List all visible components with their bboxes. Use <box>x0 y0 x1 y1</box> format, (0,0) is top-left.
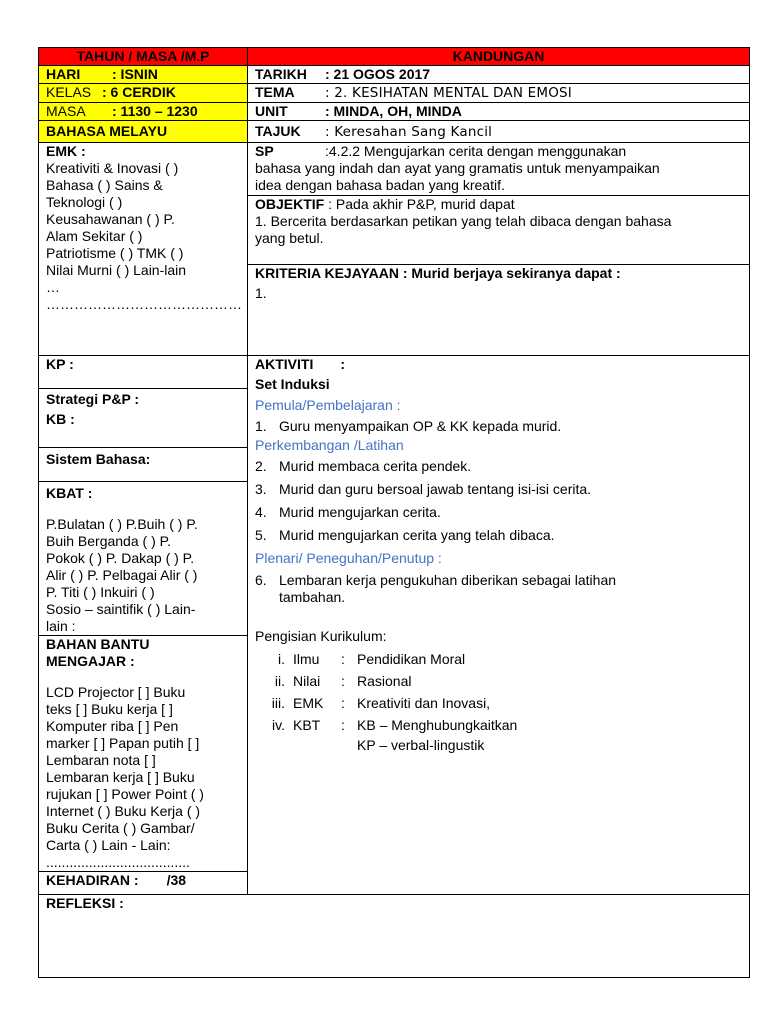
objektif-line: yang betul. <box>255 230 324 246</box>
bahan-title: BAHAN BANTU <box>46 636 150 652</box>
kb-label: KB : <box>46 411 75 427</box>
bahan-line: marker [ ] Papan putih [ ] <box>46 735 200 751</box>
hari-cell <box>39 66 248 84</box>
sp-cell <box>248 143 750 196</box>
kurikulum-value: Rasional <box>357 673 412 689</box>
kbat-line: Pokok ( ) P. Dakap ( ) P. <box>46 550 195 566</box>
aktiviti-cell: AKTIVITI : Set Induksi Pemula/Pembelajaran : 1. Guru menyampaikan OP & KK kepada murid. Perkembangan /Latihan 2. Murid membaca cerita pendek. 3. Murid dan guru bersoal jawab tentang isi-isi cerita. 4. Murid mengujarkan cerita. 5. Murid mengujarkan cerita yang telah dibaca. Plenari/ Peneguhan/Penutup : 6. Lembaran kerja pengukuhan diberikan sebagai latihan tambahan. Pengisian Kurikulum: i. Ilmu : Pendidikan Moral ii. Nilai : Rasional iii. EMK : Kreativiti dan Inovasi, iv. KBT : KB – Menghubungkaitkan KP – verbal-lingustik <box>248 356 750 895</box>
kurikulum-value: KB – Menghubungkaitkan <box>357 717 518 733</box>
unit-cell <box>248 103 750 121</box>
kriteria-cell <box>248 265 750 356</box>
kurikulum-key: Nilai <box>293 673 321 689</box>
kurikulum-colon: : <box>341 717 345 733</box>
kurikulum-key: Ilmu <box>293 651 320 667</box>
perkembangan-heading: Perkembangan /Latihan <box>255 437 404 453</box>
refleksi-cell <box>39 895 750 978</box>
header-left: TAHUN / MASA /M.P <box>39 48 248 66</box>
emk-cell <box>39 143 248 356</box>
sp-label: SP <box>255 143 274 159</box>
set-induksi-heading: Set Induksi <box>255 376 330 392</box>
lesson-plan-table <box>38 47 750 978</box>
bahan-line: Buku Cerita ( ) Gambar/ <box>46 820 195 836</box>
kbat-line: P. Titi ( ) Inkuiri ( ) <box>46 584 155 600</box>
objektif-label: OBJEKTIF <box>255 196 325 212</box>
kriteria-title: KRITERIA KEJAYAAN : Murid berjaya sekiranya dapat : <box>255 265 621 281</box>
emk-line: Keusahawanan ( ) P. <box>46 211 175 227</box>
kelas-cell <box>39 84 248 103</box>
kbat-line: Sosio – saintifik ( ) Lain- <box>46 601 196 617</box>
tema-cell <box>248 84 750 103</box>
kbat-line: lain : <box>46 618 76 634</box>
kriteria-item: 1. <box>255 285 267 301</box>
sp-line: bahasa yang indah dan ayat yang gramatis untuk menyampaikan <box>255 160 660 176</box>
bahan-line: teks [ ] Buku kerja [ ] <box>46 701 173 717</box>
bahan-bantu-cell <box>39 636 248 872</box>
subject-cell: BAHASA MELAYU <box>39 121 248 143</box>
kelas-label: KELAS <box>46 84 92 100</box>
bahan-line: Komputer riba [ ] Pen <box>46 718 179 734</box>
emk-line: Nilai Murni ( ) Lain-lain <box>46 262 187 278</box>
bahan-line: Carta ( ) Lain - Lain: <box>46 837 171 853</box>
masa-cell <box>39 103 248 121</box>
unit-value: : MINDA, OH, MINDA <box>325 103 462 119</box>
emk-line: Kreativiti & Inovasi ( ) <box>46 160 179 176</box>
emk-line: Alam Sekitar ( ) <box>46 228 143 244</box>
emk-line: … …………………………………… <box>46 279 242 312</box>
objektif-line: 1. Bercerita berdasarkan petikan yang telah dibaca dengan bahasa <box>255 213 672 229</box>
emk-line: Teknologi ( ) <box>46 194 123 210</box>
kurikulum-num: i. <box>278 651 285 667</box>
sistem-bahasa-label: Sistem Bahasa: <box>46 451 151 467</box>
kurikulum-value: Pendidikan Moral <box>357 651 466 667</box>
emk-title: EMK : <box>46 143 86 159</box>
kurikulum-colon: : <box>341 651 345 667</box>
kurikulum-colon: : <box>341 673 345 689</box>
pemula-heading: Pemula/Pembelajaran : <box>255 397 401 413</box>
kehadiran-label: KEHADIRAN : <box>46 872 139 888</box>
sistem-bahasa-cell <box>39 448 248 482</box>
aktiviti-step: Murid dan guru bersoal jawab tentang isi-isi cerita. <box>279 481 592 497</box>
refleksi-label: REFLEKSI : <box>46 895 124 911</box>
kbat-line: P.Bulatan ( ) P.Buih ( ) P. <box>46 516 198 532</box>
kurikulum-value: KP – verbal-lingustik <box>357 737 485 753</box>
aktiviti-step: Guru menyampaikan OP & KK kepada murid. <box>279 418 562 434</box>
tarikh-value: : 21 OGOS 2017 <box>325 66 431 82</box>
aktiviti-step: Murid mengujarkan cerita. <box>279 504 441 520</box>
kurikulum-key: KBT <box>293 717 321 733</box>
sp-first-line: :4.2.2 Mengujarkan cerita dengan menggunakan <box>325 143 627 159</box>
tajuk-value: : Keresahan Sang Kancil <box>325 124 493 140</box>
kbat-line: Buih Berganda ( ) P. <box>46 533 172 549</box>
plenari-heading: Plenari/ Peneguhan/Penutup : <box>255 550 442 566</box>
hari-value: : ISNIN <box>112 66 158 82</box>
aktiviti-step: Lembaran kerja pengukuhan diberikan sebagai latihan <box>279 572 617 588</box>
tema-value: : 2. KESIHATAN MENTAL DAN EMOSI <box>325 85 572 101</box>
kurikulum-num: iii. <box>271 695 285 711</box>
header-row <box>39 48 750 66</box>
aktiviti-step: Murid membaca cerita pendek. <box>279 458 472 474</box>
masa-value: : 1130 – 1230 <box>112 103 198 119</box>
kurikulum-key: EMK <box>293 695 324 711</box>
kurikulum-colon: : <box>341 695 345 711</box>
unit-label: UNIT <box>255 103 288 119</box>
kp-label: KP : <box>46 356 74 372</box>
strategi-label: Strategi P&P : <box>46 391 140 407</box>
bahan-line: rujukan [ ] Power Point ( ) <box>46 786 204 802</box>
emk-line: Bahasa ( ) Sains & <box>46 177 163 193</box>
bahan-title: MENGAJAR : <box>46 653 135 669</box>
bahan-line: Internet ( ) Buku Kerja ( ) <box>46 803 201 819</box>
kbat-line: Alir ( ) P. Pelbagai Alir ( ) <box>46 567 198 583</box>
aktiviti-label: AKTIVITI <box>255 356 314 372</box>
kurikulum-value: Kreativiti dan Inovasi, <box>357 695 491 711</box>
bahan-line: LCD Projector [ ] Buku <box>46 684 186 700</box>
tajuk-label: TAJUK <box>255 123 301 139</box>
masa-label: MASA <box>46 103 86 119</box>
tajuk-cell <box>248 121 750 143</box>
kehadiran-value: /38 <box>166 872 187 888</box>
aktiviti-step-cont: tambahan. <box>279 589 346 605</box>
objektif-first-line: : Pada akhir P&P, murid dapat <box>324 196 515 212</box>
hari-label: HARI <box>46 66 81 82</box>
kurikulum-num: iv. <box>272 717 285 733</box>
header-right: KANDUNGAN <box>248 48 750 66</box>
sp-line: idea dengan bahasa badan yang kreatif. <box>255 177 505 193</box>
tema-label: TEMA <box>255 84 295 100</box>
bahan-line: Lembaran kerja [ ] Buku <box>46 769 195 785</box>
bahan-line: ..................................... <box>46 854 190 870</box>
kbat-title: KBAT : <box>46 485 93 501</box>
bahan-line: Lembaran nota [ ] <box>46 752 156 768</box>
emk-line: Patriotisme ( ) TMK ( ) <box>46 245 184 261</box>
kbat-cell <box>39 482 248 636</box>
tarikh-cell <box>248 66 750 84</box>
pengisian-heading: Pengisian Kurikulum: <box>255 628 387 644</box>
kurikulum-num: ii. <box>274 673 285 689</box>
kp-cell <box>39 356 248 389</box>
strategi-cell <box>39 389 248 448</box>
tarikh-label: TARIKH <box>255 66 307 82</box>
aktiviti-step: Murid mengujarkan cerita yang telah dibaca. <box>279 527 555 543</box>
objektif-cell <box>248 196 750 265</box>
kehadiran-cell <box>39 872 248 895</box>
aktiviti-colon: : <box>340 356 346 372</box>
kelas-value: : 6 CERDIK <box>102 84 176 100</box>
